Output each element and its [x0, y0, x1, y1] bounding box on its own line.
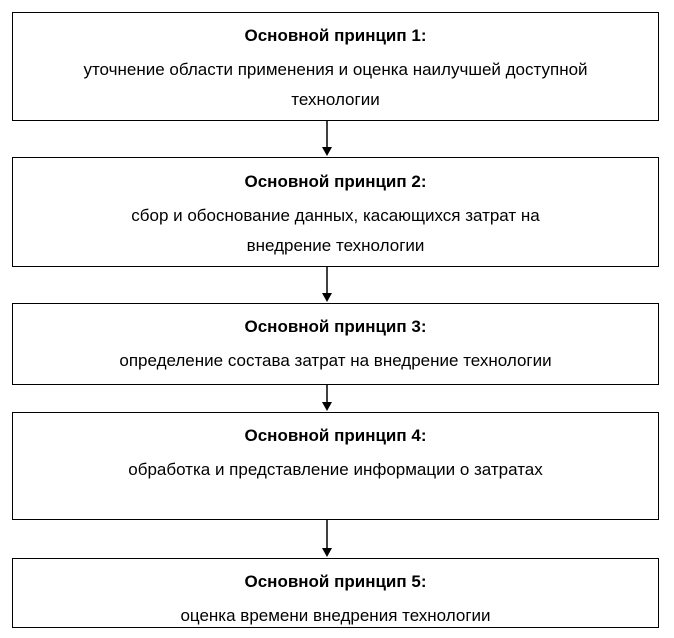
arrow-down-icon — [0, 385, 674, 412]
principle-box-3 — [12, 303, 659, 385]
principle-description: определение состава затрат на внедрение технологии — [119, 351, 552, 370]
principle-title: Основной принцип 3: — [244, 317, 427, 336]
principle-title: Основной принцип 1: — [244, 26, 427, 45]
arrow-down-icon — [0, 121, 674, 157]
principle-description: оценка времени внедрения технологии — [180, 606, 491, 625]
principle-title: Основной принцип 4: — [244, 426, 427, 445]
principle-title: Основной принцип 2: — [244, 172, 427, 191]
principle-title: Основной принцип 5: — [244, 572, 427, 591]
principle-box-1 — [12, 12, 659, 121]
arrow-down-icon — [0, 267, 674, 303]
principle-box-2 — [12, 157, 659, 267]
principle-description: сбор и обоснование данных, касающихся затрат на внедрение технологии — [131, 206, 540, 255]
principle-description: уточнение области применения и оценка наилучшей доступной технологии — [83, 60, 588, 109]
arrow-down-icon — [0, 520, 674, 558]
principle-description: обработка и представление информации о затратах — [128, 460, 543, 479]
principle-box-4 — [12, 412, 659, 520]
principle-box-5 — [12, 558, 659, 628]
